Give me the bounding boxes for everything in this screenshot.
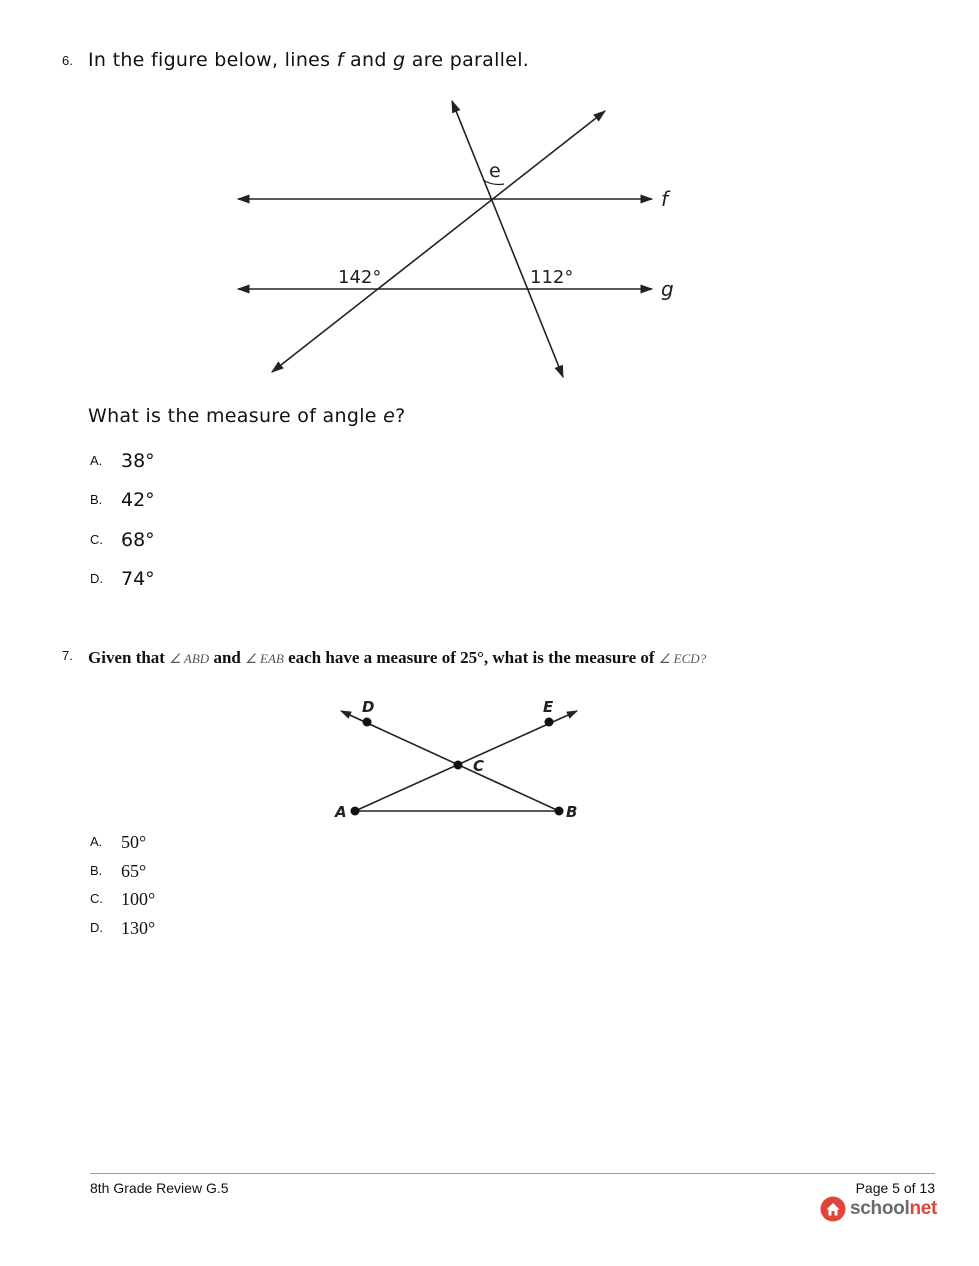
q7-choice-d-letter: D. (90, 920, 103, 935)
question-6-number: 6. (62, 53, 73, 68)
q7-choice-b-text: 65° (121, 861, 147, 881)
question-7-stem (88, 648, 706, 668)
q6-stem-post: are parallel. (405, 49, 530, 71)
q6-choice-a-letter: A. (90, 453, 103, 468)
q7-choice-a-letter: A. (90, 834, 103, 849)
question-6-prompt (88, 405, 406, 427)
footer-title: 8th Grade Review G.5 (90, 1180, 229, 1196)
q6-choice-d-letter: D. (90, 571, 103, 586)
q7-choice-c-letter: C. (90, 891, 103, 906)
q7-angle-ecd: ∠ ECD (658, 651, 700, 666)
schoolnet-wordmark (850, 1198, 937, 1220)
footer-page-number: Page 5 of 13 (855, 1180, 935, 1196)
q6-choice-a-text: 38° (121, 450, 155, 472)
q6-prompt-post: ? (395, 405, 406, 427)
label-b: B (566, 803, 578, 821)
angle-142-label: 142° (338, 267, 382, 288)
q7-stem-1: Given that (88, 648, 170, 667)
label-c: C (473, 757, 485, 775)
logo-part-school: school (850, 1198, 910, 1219)
q7-stem-4: ? (699, 651, 707, 666)
angle-112-label: 112° (530, 267, 574, 288)
q7-choice-a-text: 50° (121, 832, 147, 852)
q7-angle-abd: ∠ ABD (169, 651, 210, 666)
q6-choice-c-text: 68° (121, 529, 155, 551)
q6-prompt-var: e (383, 405, 396, 427)
q6-parallel-lines-figure (0, 0, 979, 400)
q6-var-f: f (336, 49, 344, 71)
q7-choice-c-text: 100° (121, 889, 156, 909)
q6-choice-d-text: 74° (121, 568, 155, 590)
label-e: E (543, 698, 554, 716)
q6-var-g: g (393, 49, 406, 71)
schoolnet-house-icon (820, 1196, 846, 1222)
ray-bd (341, 711, 559, 811)
schoolnet-logo (820, 1196, 937, 1222)
point-a (351, 807, 360, 816)
logo-part-net: net (909, 1198, 938, 1219)
q7-intersecting-lines-figure (0, 680, 979, 830)
transversal-diagonal (272, 111, 605, 372)
q6-prompt-pre: What is the measure of angle (88, 405, 384, 427)
q6-choice-b-letter: B. (90, 492, 103, 507)
q6-choice-b-text: 42° (121, 489, 155, 511)
q7-choice-d-text: 130° (121, 918, 156, 938)
q6-stem-pre: In the figure below, lines (88, 49, 337, 71)
line-f-label: f (661, 187, 669, 211)
q7-stem-3: each have a measure of 25°, what is the measure of (283, 648, 659, 667)
q7-choice-b-letter: B. (90, 863, 103, 878)
angle-e-label: e (489, 160, 501, 182)
q6-choice-c-letter: C. (90, 532, 103, 547)
footer-divider (90, 1173, 935, 1174)
q7-angle-eab: ∠ EAB (245, 651, 284, 666)
point-e (545, 718, 554, 727)
line-g-label: g (661, 277, 674, 301)
point-b (555, 807, 564, 816)
q6-stem-and: and (343, 49, 394, 71)
point-c (454, 761, 463, 770)
transversal-steep (452, 101, 563, 377)
label-d: D (362, 698, 375, 716)
ray-ae (355, 711, 577, 811)
q7-stem-2: and (209, 648, 246, 667)
question-7-number: 7. (62, 648, 73, 663)
label-a: A (335, 803, 347, 821)
point-d (363, 718, 372, 727)
